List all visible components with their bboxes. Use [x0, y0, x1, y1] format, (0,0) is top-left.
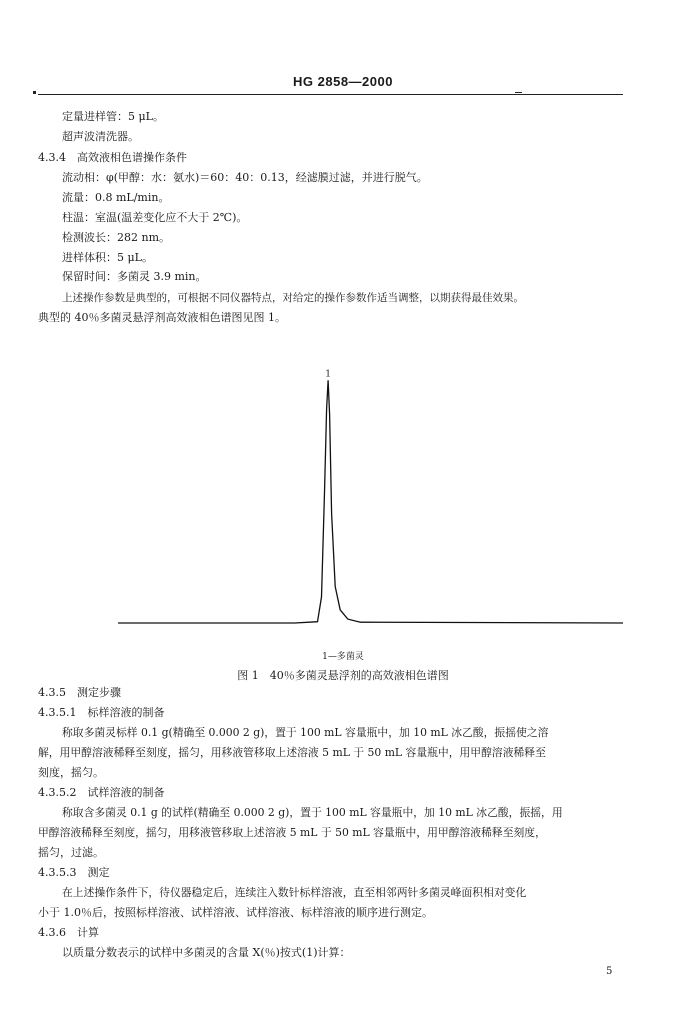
text-line: 以质量分数表示的试样中多菌灵的含量 X(％)按式(1)计算：	[62, 946, 351, 959]
text-line: 解，用甲醇溶液稀释至刻度，摇匀，用移液管移取上述溶液 5 mL 于 50 mL 容量瓶中，用甲醇溶液稀释至	[38, 746, 546, 759]
text-line: 典型的 40％多菌灵悬浮剂高效液相色谱图见图 1。	[38, 311, 286, 324]
header-rule	[38, 94, 623, 95]
header-tick	[515, 92, 522, 93]
text-line: 小于 1.0％后，按照标样溶液、试样溶液、试样溶液、标样溶液的顺序进行测定。	[38, 906, 433, 919]
section-heading: 4.3.5.2 试样溶液的制备	[38, 786, 165, 799]
text-line: 甲醇溶液稀释至刻度，摇匀，用移液管移取上述溶液 5 mL 于 50 mL 容量瓶中，用甲醇溶液稀释至刻度，	[38, 826, 546, 839]
text-line: 流动相：φ(甲醇：水：氨水)＝60：40：0.13，经滤膜过滤，并进行脱气。	[62, 171, 428, 184]
figure-caption: 图 1 40％多菌灵悬浮剂的高效液相色谱图	[237, 669, 449, 682]
text-line: 定量进样管：5 μL。	[62, 110, 164, 123]
peak-label: 1	[325, 369, 331, 380]
text-line: 流量：0.8 mL/min。	[62, 191, 170, 204]
section-heading: 4.3.4 高效液相色谱操作条件	[38, 151, 187, 164]
chromatogram-chart	[118, 340, 623, 630]
text-line: 进样体积：5 μL。	[62, 251, 153, 264]
text-line: 柱温：室温(温差变化应不大于 2℃)。	[62, 211, 248, 224]
text-line: 上述操作参数是典型的，可根据不同仪器特点，对给定的操作参数作适当调整，以期获得最佳效果。	[62, 292, 524, 304]
figure-legend: 1—多菌灵	[322, 652, 364, 662]
text-line: 保留时间：多菌灵 3.9 min。	[62, 270, 207, 283]
text-line: 称取含多菌灵 0.1 g 的试样(精确至 0.000 2 g)，置于 100 mL 容量瓶中，加 10 mL 冰乙酸，振摇，用	[62, 806, 563, 819]
text-line: 称取多菌灵标样 0.1 g(精确至 0.000 2 g)，置于 100 mL 容量瓶中，加 10 mL 冰乙酸，振摇使之溶	[62, 726, 549, 739]
section-heading: 4.3.6 计算	[38, 926, 99, 939]
chromatogram-trace	[118, 380, 623, 623]
text-line: 刻度，摇匀。	[38, 766, 104, 779]
text-line: 摇匀，过滤。	[38, 846, 104, 859]
section-heading: 4.3.5 测定步骤	[38, 686, 121, 699]
header-mark	[33, 91, 36, 94]
section-heading: 4.3.5.3 测定	[38, 866, 110, 879]
header-code: HG 2858—2000	[293, 74, 393, 89]
text-line: 超声波清洗器。	[62, 130, 139, 143]
page-number: 5	[606, 966, 613, 977]
section-heading: 4.3.5.1 标样溶液的制备	[38, 706, 165, 719]
text-line: 检测波长：282 nm。	[62, 231, 171, 244]
text-line: 在上述操作条件下，待仪器稳定后，连续注入数针标样溶液，直至相邻两针多菌灵峰面积相对变化	[62, 886, 527, 899]
